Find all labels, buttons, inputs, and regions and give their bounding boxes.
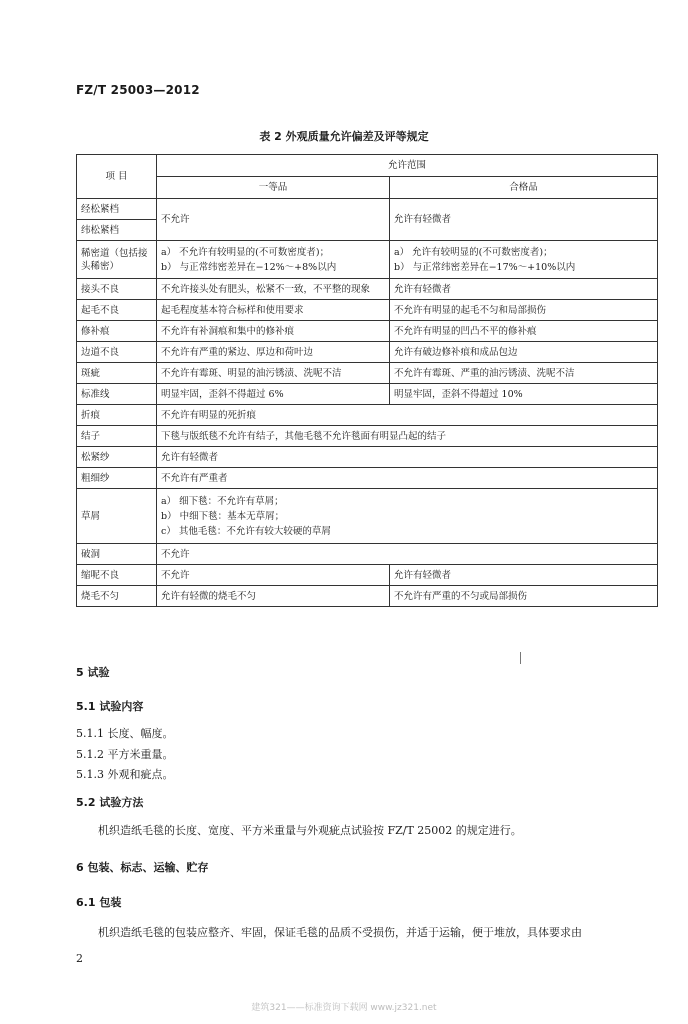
row-grade2: 不允许有严重的不匀或局部损伤: [390, 586, 658, 607]
section-6-1-text: 机织造纸毛毯的包装应整齐、牢固，保证毛毯的品质不受损伤，并适于运输，便于堆放，具体要求由: [98, 926, 582, 939]
section-5-1-2: 5.1.2 平方米重量。: [76, 748, 174, 761]
row-item: 边道不良: [77, 342, 157, 363]
header-grade1: 一等品: [157, 177, 390, 199]
section-5-1-3: 5.1.3 外观和疵点。: [76, 768, 174, 781]
section-5-1-1: 5.1.1 长度、幅度。: [76, 727, 174, 740]
row-grade1: 明显牢固，歪斜不得超过 6%: [157, 384, 390, 405]
row-item: 结子: [77, 426, 157, 447]
row-grade1: 不允许有霉斑、明显的油污锈渍、洗呢不洁: [157, 363, 390, 384]
row-grade2: 允许有轻微者: [390, 279, 658, 300]
section-5-1-heading: 5.1 试验内容: [76, 700, 144, 713]
row-grade1: 不允许有严重的紧边、厚边和荷叶边: [157, 342, 390, 363]
row-grade1: [157, 241, 390, 279]
appearance-quality-table: [76, 154, 658, 607]
row-item: 粗细纱: [77, 468, 157, 489]
row-requirement: 不允许有严重者: [157, 468, 658, 489]
row-grade1: 不允许: [157, 199, 390, 241]
row-grade2: 允许有轻微者: [390, 565, 658, 586]
row-item: 缩呢不良: [77, 565, 157, 586]
cell-line: a） 不允许有较明显的(不可数密度者)；: [161, 246, 330, 258]
row-grade1: 允许有轻微的烧毛不匀: [157, 586, 390, 607]
row-grade2: 不允许有明显的起毛不匀和局部损伤: [390, 300, 658, 321]
row-item: 烧毛不匀: [77, 586, 157, 607]
row-item: 纬松紧档: [77, 220, 157, 241]
row-requirement: 下毯与版纸毯不允许有结子，其他毛毯不允许毯面有明显凸起的结子: [157, 426, 658, 447]
table-title: 表 2 外观质量允许偏差及评等规定: [259, 130, 429, 143]
row-item: 松紧纱: [77, 447, 157, 468]
row-item: 修补痕: [77, 321, 157, 342]
row-item: 斑疵: [77, 363, 157, 384]
row-requirement: 不允许: [157, 544, 658, 565]
cell-line: b） 与正常纬密差异在−12%～+8%以内: [161, 261, 337, 273]
watermark: 建筑321——标准资询下载网 www.jz321.net: [251, 1003, 437, 1013]
section-5-2-heading: 5.2 试验方法: [76, 796, 144, 809]
cell-line: a） 允许有较明显的(不可数密度者)；: [394, 246, 553, 258]
section-6-1-heading: 6.1 包装: [76, 896, 122, 909]
section-5-2-text: 机织造纸毛毯的长度、宽度、平方米重量与外观疵点试验按 FZ/T 25002 的规定进行。: [98, 824, 522, 837]
standard-code: FZ/T 25003—2012: [76, 83, 200, 97]
header-range: 允许范围: [157, 155, 658, 177]
row-item: 标准线: [77, 384, 157, 405]
cell-line: b） 中细下毯：基本无草屑；: [161, 510, 285, 522]
section-6-heading: 6 包装、标志、运输、贮存: [76, 861, 209, 874]
section-5-heading: 5 试验: [76, 666, 110, 679]
cell-line: c） 其他毛毯：不允许有较大较硬的草屑: [161, 525, 331, 537]
row-item: 折痕: [77, 405, 157, 426]
row-grade2: 不允许有明显的凹凸不平的修补痕: [390, 321, 658, 342]
row-grade2: [390, 241, 658, 279]
row-grade1: 不允许接头处有肥头，松紧不一致，不平整的现象: [157, 279, 390, 300]
row-item: 草屑: [77, 489, 157, 544]
row-grade2: 不允许有霉斑、严重的油污锈渍、洗呢不洁: [390, 363, 658, 384]
row-grade2: 允许有破边修补痕和成品包边: [390, 342, 658, 363]
row-requirement: [157, 489, 658, 544]
row-item: 起毛不良: [77, 300, 157, 321]
row-item: 经松紧档: [77, 199, 157, 220]
row-grade1: 不允许有补洞痕和集中的修补痕: [157, 321, 390, 342]
cell-line: b） 与正常纬密差异在−17%～+10%以内: [394, 261, 576, 273]
row-requirement: 不允许有明显的死折痕: [157, 405, 658, 426]
row-item: 接头不良: [77, 279, 157, 300]
scan-mark: [520, 652, 521, 664]
page-number: 2: [76, 952, 83, 965]
cell-line: a） 细下毯：不允许有草屑；: [161, 495, 284, 507]
row-item: 破洞: [77, 544, 157, 565]
row-grade1: 起毛程度基本符合标样和使用要求: [157, 300, 390, 321]
header-item: 项 目: [77, 155, 157, 199]
row-item: 稀密道（包括接头稀密）: [77, 241, 157, 279]
header-grade2: 合格品: [390, 177, 658, 199]
row-requirement: 允许有轻微者: [157, 447, 658, 468]
row-grade2: 明显牢固，歪斜不得超过 10%: [390, 384, 658, 405]
row-grade2: 允许有轻微者: [390, 199, 658, 241]
row-grade1: 不允许: [157, 565, 390, 586]
